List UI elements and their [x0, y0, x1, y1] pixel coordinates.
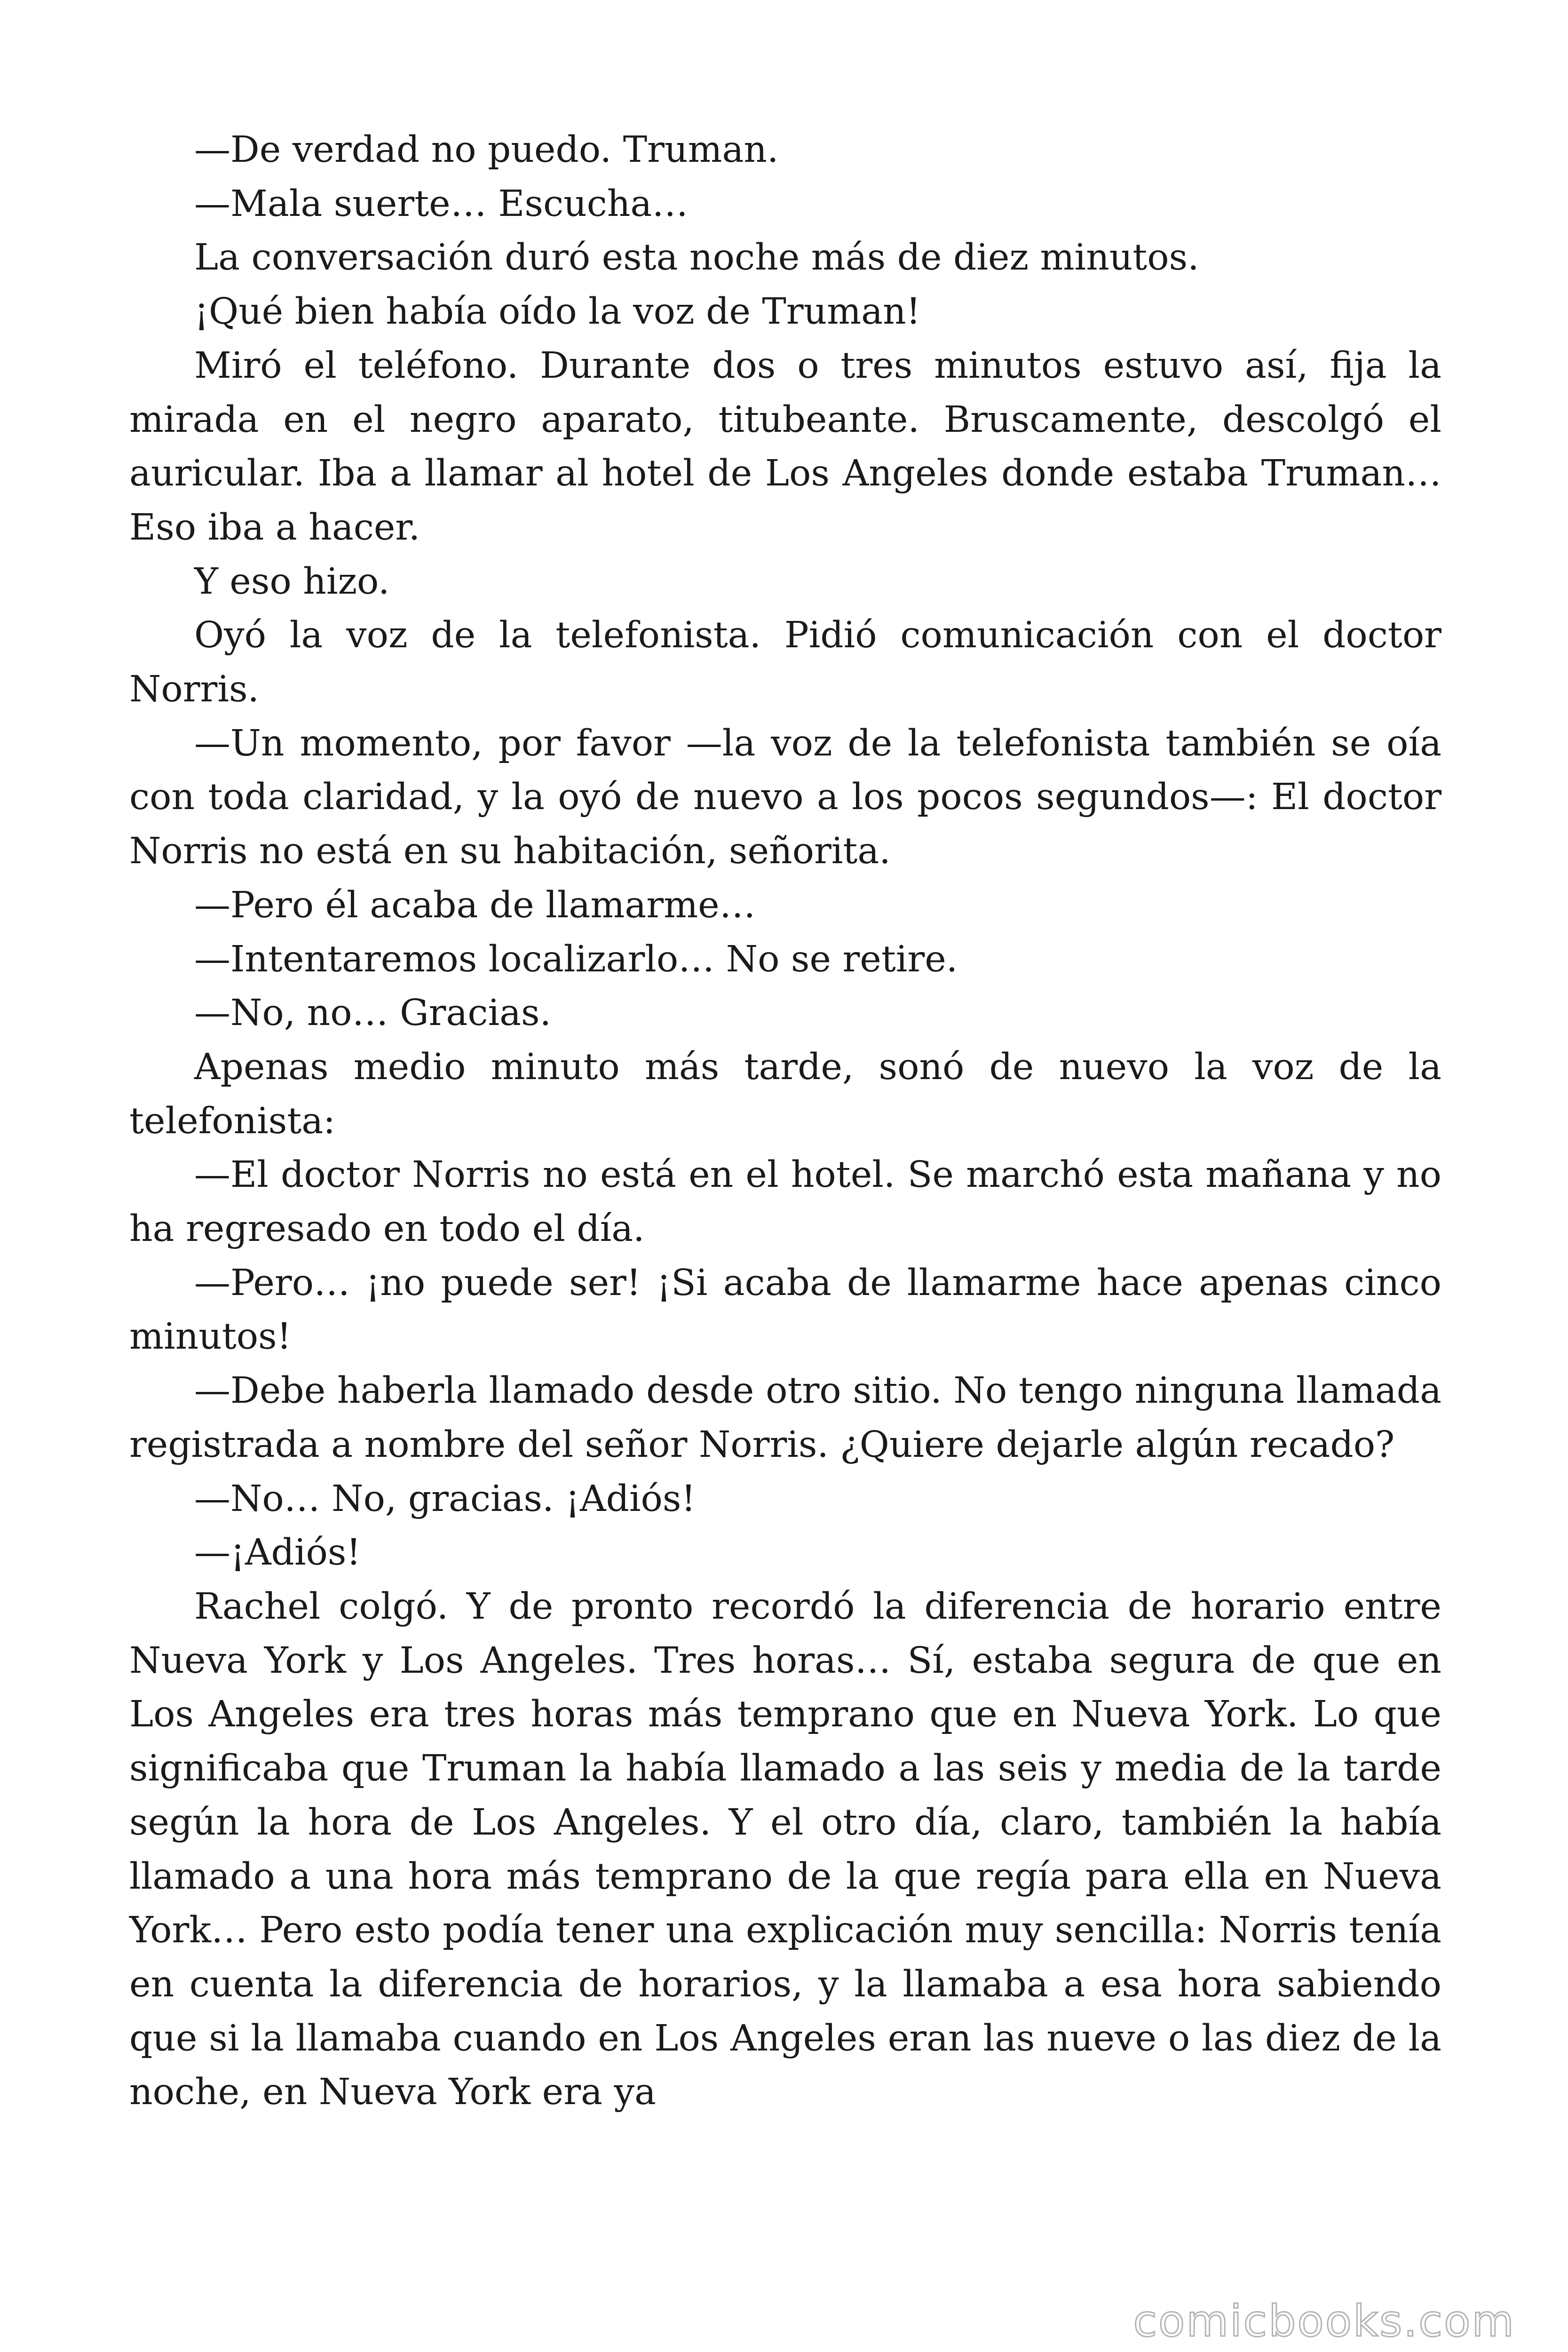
paragraph: —¡Adiós!	[194, 1532, 361, 1574]
paragraph: Miró el teléfono. Durante dos o tres minutos estuvo así, fija la mirada en el negro aparato, titubeante. Bruscamente, descolgó el auricular. Iba a llamar al hotel de Los Angeles donde estaba Truman… Eso iba a hacer.	[129, 344, 1441, 548]
paragraph: Apenas medio minuto más tarde, sonó de nuevo la voz de la telefonista:	[129, 1046, 1441, 1142]
paragraph: Rachel colgó. Y de pronto recordó la diferencia de horario entre Nueva York y Los Angeles. Tres horas… Sí, estaba segura de que en Los Angeles era tres horas más temprano que en Nueva York. Lo que significaba que Truman la había llamado a las seis y media de la tarde según la hora de Los Angeles. Y el otro día, claro, también la había llamado a una hora más temprano de la que regía para ella en Nueva York… Pero esto podía tener una explicación muy sencilla: Norris tenía en cuenta la diferencia de horarios, y la llamaba a esa hora sabiendo que si la llamaba cuando en Los Angeles eran las nueve o las diez de la noche, en Nueva York era ya	[129, 1585, 1441, 2114]
paragraph: La conversación duró esta noche más de diez minutos.	[194, 237, 1199, 279]
paragraph: —No, no… Gracias.	[194, 992, 551, 1034]
paragraph: Oyó la voz de la telefonista. Pidió comunicación con el doctor Norris.	[129, 614, 1441, 711]
paragraph: —Un momento, por favor —la voz de la telefonista también se oía con toda claridad, y la oyó de nuevo a los pocos segundos—: El doctor Norris no está en su habitación, señorita.	[129, 722, 1441, 873]
paragraph: ¡Qué bien había oído la voz de Truman!	[194, 291, 921, 333]
paragraph: —Intentaremos localizarlo… No se retire.	[194, 938, 958, 980]
body-text	[129, 123, 1441, 2120]
paragraph: —Pero él acaba de llamarme…	[194, 884, 756, 926]
paragraph: —Pero… ¡no puede ser! ¡Si acaba de llamarme hace apenas cinco minutos!	[129, 1262, 1441, 1358]
paragraph: —Debe haberla llamado desde otro sitio. No tengo ninguna llamada registrada a nombre del señor Norris. ¿Quiere dejarle algún recado?	[129, 1370, 1441, 1466]
paragraph: —El doctor Norris no está en el hotel. Se marchó esta mañana y no ha regresado en todo el día.	[129, 1154, 1441, 1250]
paragraph: —No… No, gracias. ¡Adiós!	[194, 1478, 696, 1520]
paragraph: —Mala suerte… Escucha…	[194, 183, 689, 225]
watermark: comicbooks.com	[1133, 2296, 1515, 2346]
paragraph: Y eso hizo.	[194, 560, 390, 603]
paragraph: —De verdad no puedo. Truman.	[194, 129, 779, 171]
